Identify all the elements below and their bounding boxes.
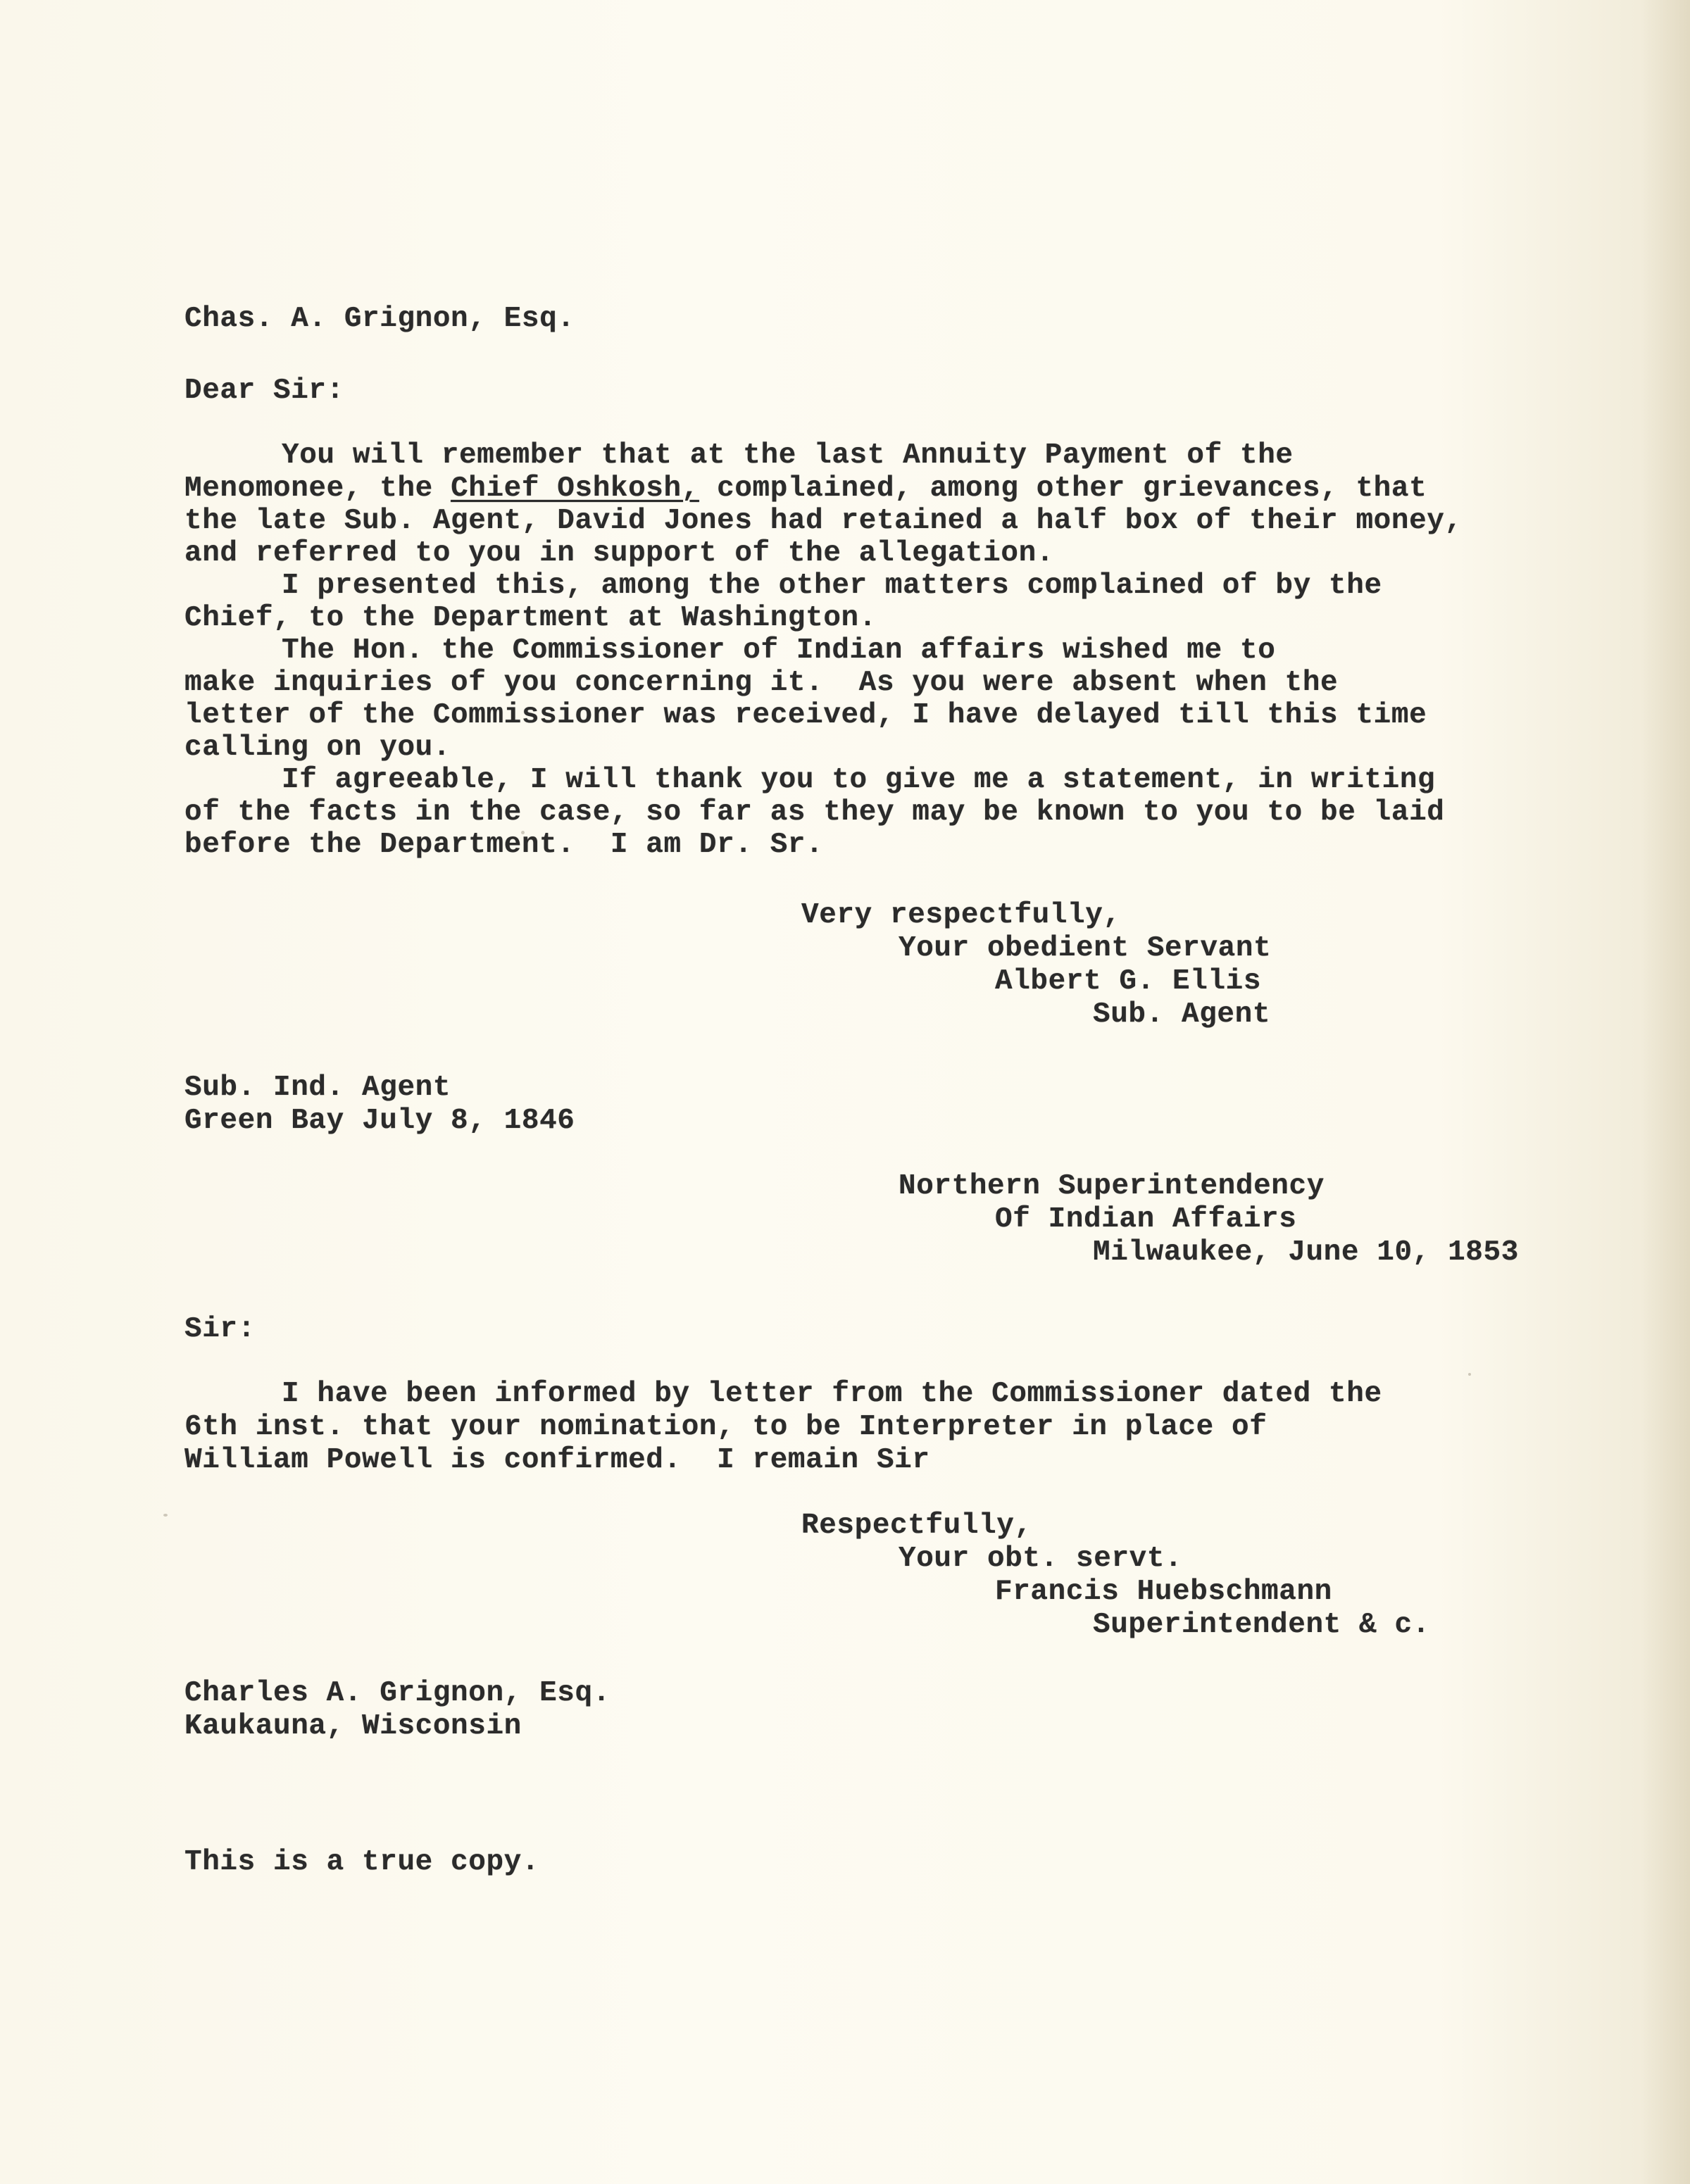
letter1-signer-title: Sub. Agent (1093, 998, 1271, 1031)
letter1-body-line: letter of the Commissioner was received, I have delayed till this time (184, 699, 1427, 732)
letter1-date: Green Bay July 8, 1846 (184, 1105, 575, 1137)
letter1-body-line: The Hon. the Commissioner of Indian affairs wished me to (282, 634, 1276, 667)
true-copy-certification: This is a true copy. (184, 1846, 540, 1878)
letter1-body-line: You will remember that at the last Annuity Payment of the (282, 439, 1294, 472)
letter1-body-line: of the facts in the case, so far as they may be known to you to be laid (184, 796, 1445, 829)
letter1-body-line: If agreeable, I will thank you to give me a statement, in writing (282, 764, 1436, 796)
letter2-signature: Francis Huebschmann (995, 1576, 1332, 1608)
letter1-greeting: Dear Sir: (184, 375, 344, 407)
letter2-addressee: Charles A. Grignon, Esq. (184, 1677, 611, 1709)
letter1-body-line: I presented this, among the other matters complained of by the (282, 570, 1382, 602)
letter1-closing: Very respectfully, (801, 899, 1121, 931)
letter2-addressee-location: Kaukauna, Wisconsin (184, 1710, 522, 1743)
letter1-body-line: calling on you. (184, 732, 451, 764)
letter2-date: Milwaukee, June 10, 1853 (1093, 1236, 1519, 1269)
letter2-greeting: Sir: (184, 1313, 256, 1345)
letter1-signature: Albert G. Ellis (995, 965, 1262, 998)
paper-speck (163, 1514, 168, 1517)
letter1-body-line: the late Sub. Agent, David Jones had retained a half box of their money, (184, 505, 1463, 537)
letter1-body-text: complained, among other grievances, that (699, 472, 1427, 505)
letter1-body-line: before the Department. I am Dr. Sr. (184, 829, 824, 861)
chief-name-underlined: Chief Oshkosh, (451, 472, 699, 505)
letter1-body-line: and referred to you in support of the allegation. (184, 537, 1054, 570)
letter2-body-line: 6th inst. that your nomination, to be Interpreter in place of (184, 1411, 1268, 1443)
page-edge-shading (1641, 0, 1690, 2184)
paper-speck (1468, 1373, 1471, 1376)
letter1-body-line (184, 472, 1427, 505)
letter1-body-line: Chief, to the Department at Washington. (184, 602, 877, 634)
paper-speck (521, 831, 525, 834)
letter2-header: Of Indian Affairs (995, 1203, 1297, 1236)
letter2-header: Northern Superintendency (899, 1170, 1325, 1203)
letter1-place: Sub. Ind. Agent (184, 1072, 451, 1104)
letter2-body-line: I have been informed by letter from the Commissioner dated the (282, 1378, 1382, 1410)
letter1-closing: Your obedient Servant (899, 932, 1272, 965)
letter1-body-text: Menomonee, the (184, 472, 451, 505)
letter2-body-line: William Powell is confirmed. I remain Sir (184, 1444, 930, 1476)
letter1-addressee: Chas. A. Grignon, Esq. (184, 303, 575, 335)
letter2-signer-title: Superintendent & c. (1093, 1609, 1430, 1641)
letter2-closing: Your obt. servt. (899, 1543, 1183, 1575)
letter2-closing: Respectfully, (801, 1510, 1032, 1542)
letter1-body-line: make inquiries of you concerning it. As you were absent when the (184, 667, 1339, 699)
